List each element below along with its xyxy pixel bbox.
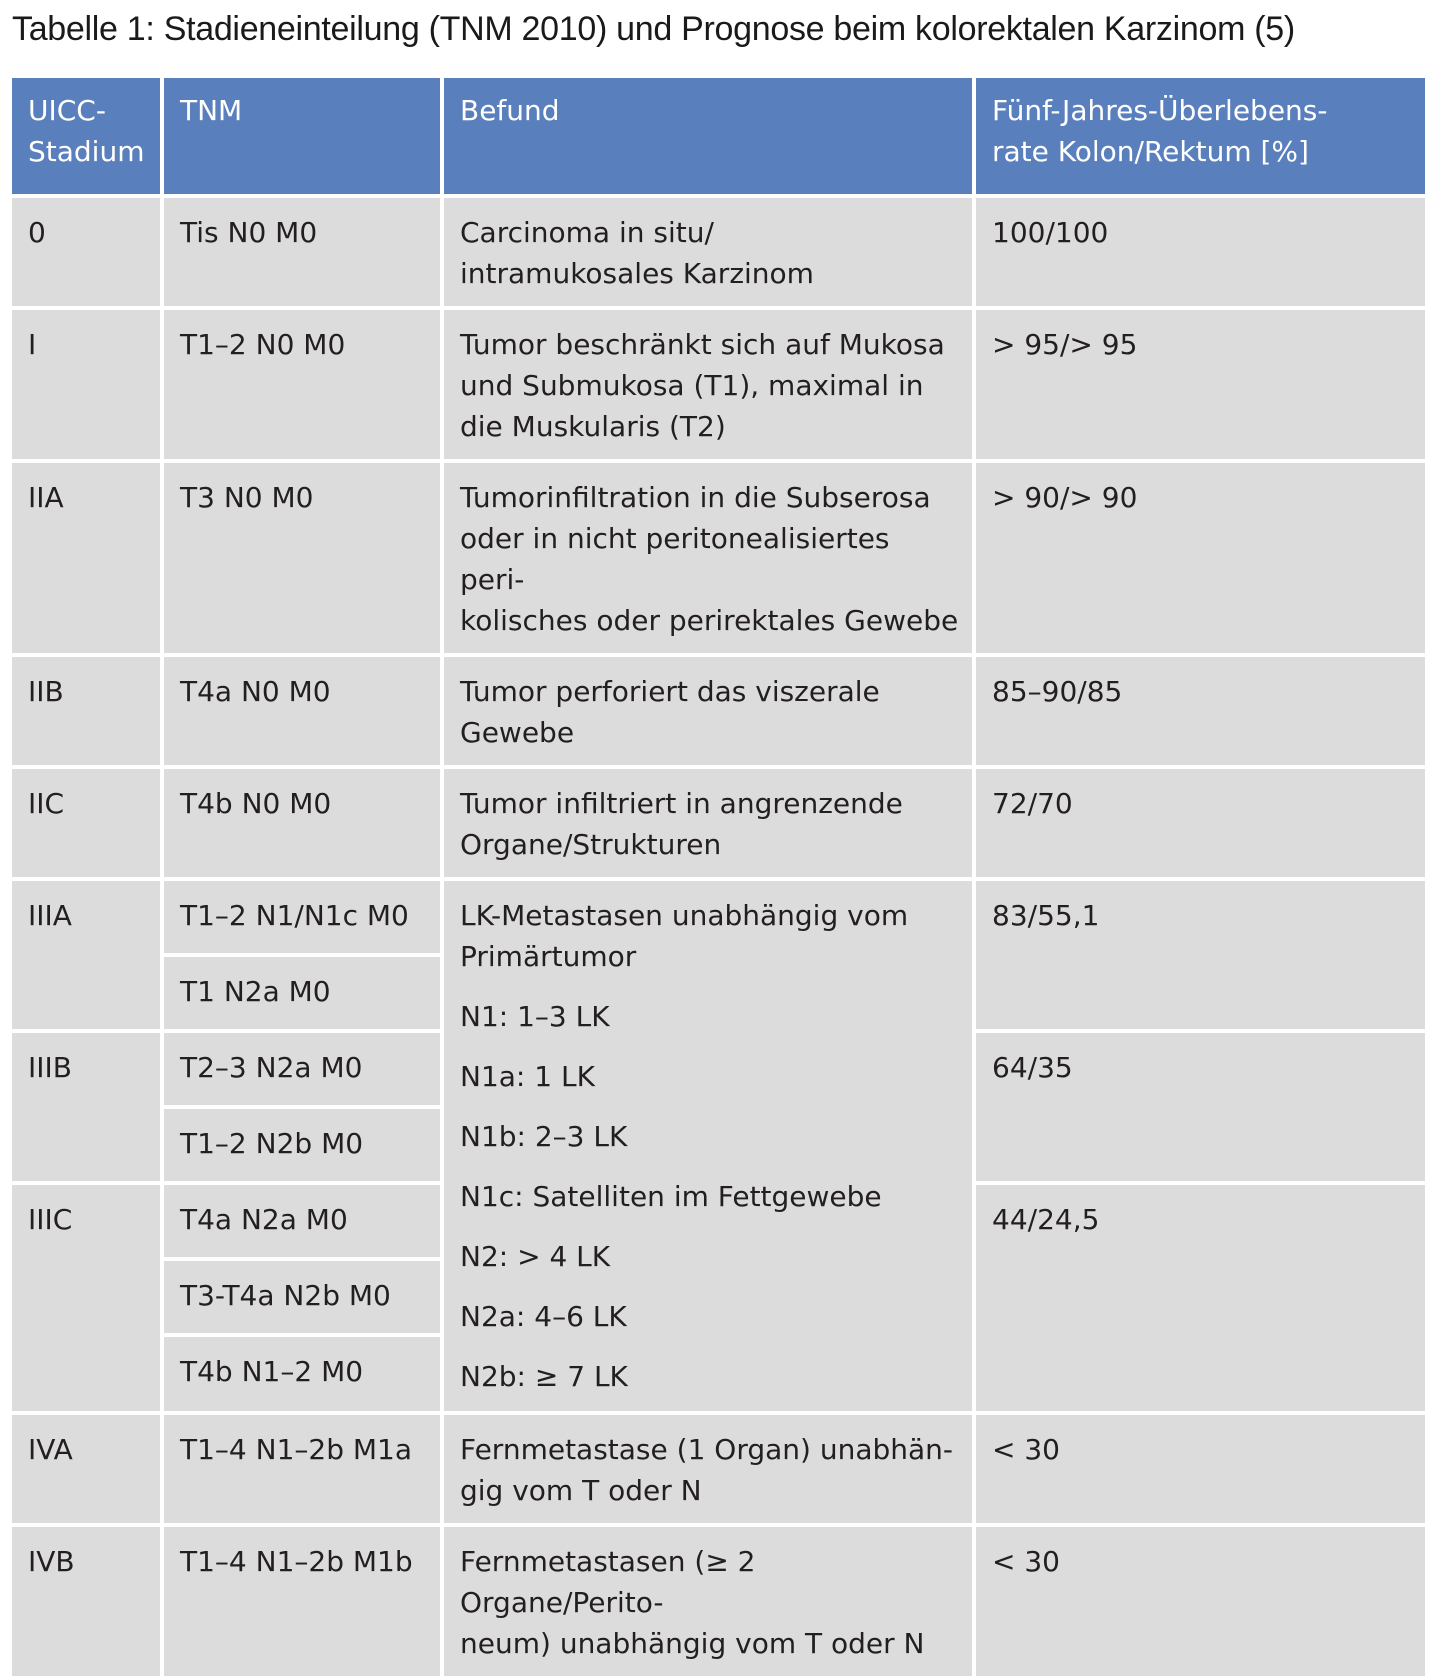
header-befund: Befund (442, 76, 974, 196)
table-row (10, 1525, 1427, 1678)
tnm-cell: T4b N1–2 M0 (162, 1335, 442, 1413)
survival-cell: > 95/> 95 (974, 308, 1427, 461)
stage-cell: IIIB (10, 1031, 162, 1183)
befund-line: gig vom T oder N (460, 1474, 702, 1507)
tnm-cell: T4a N2a M0 (162, 1183, 442, 1259)
befund-cell (442, 308, 974, 461)
befund-line: N2b: ≥ 7 LK (460, 1360, 628, 1393)
header-tnm: TNM (162, 76, 442, 196)
table-row (10, 879, 1427, 955)
stage-cell: IIA (10, 461, 162, 655)
survival-cell: 85–90/85 (974, 655, 1427, 767)
tnm-cell: T1–4 N1–2b M1a (162, 1413, 442, 1525)
stage-cell: IIC (10, 767, 162, 879)
befund-line: und Submukosa (T1), maximal in (460, 369, 924, 402)
staging-table (8, 74, 1429, 1680)
survival-cell: 64/35 (974, 1031, 1427, 1183)
tnm-cell: T1–2 N0 M0 (162, 308, 442, 461)
befund-cell (442, 655, 974, 767)
table-row (10, 461, 1427, 655)
table-row (10, 767, 1427, 879)
tnm-cell: T4a N0 M0 (162, 655, 442, 767)
tnm-cell: T4b N0 M0 (162, 767, 442, 879)
header-survival-line: rate Kolon/Rektum [%] (992, 135, 1309, 168)
befund-line: N2a: 4–6 LK (460, 1300, 627, 1333)
tnm-cell: T1–2 N1/N1c M0 (162, 879, 442, 955)
tnm-cell: Tis N0 M0 (162, 196, 442, 308)
befund-line: Gewebe (460, 716, 575, 749)
befund-line: N1b: 2–3 LK (460, 1120, 628, 1153)
befund-cell (442, 767, 974, 879)
befund-line: N1c: Satelliten im Fettgewebe (460, 1180, 882, 1213)
stage-cell: I (10, 308, 162, 461)
befund-line: LK-Metastasen unabhängig vom (460, 899, 909, 932)
header-stage-line: UICC- (28, 94, 106, 127)
befund-line: Tumor infiltriert in angrenzende (460, 787, 903, 820)
befund-line: die Muskularis (T2) (460, 410, 726, 443)
survival-cell: 83/55,1 (974, 879, 1427, 1031)
tnm-cell: T1–2 N2b M0 (162, 1107, 442, 1183)
header-row (10, 76, 1427, 196)
survival-cell: < 30 (974, 1413, 1427, 1525)
befund-cell (442, 461, 974, 655)
survival-cell: 72/70 (974, 767, 1427, 879)
stage-cell: IIB (10, 655, 162, 767)
befund-line: Carcinoma in situ/ (460, 216, 714, 249)
befund-line: N2: > 4 LK (460, 1240, 611, 1273)
stage-cell: IVA (10, 1413, 162, 1525)
befund-line: Tumorinfiltration in die Subserosa (460, 481, 931, 514)
befund-line: Primärtumor (460, 940, 637, 973)
table-row (10, 1413, 1427, 1525)
stage-cell: 0 (10, 196, 162, 308)
befund-line: Fernmetastasen (≥ 2 Organe/Perito- (460, 1545, 756, 1619)
survival-cell: < 30 (974, 1525, 1427, 1678)
tnm-cell: T1–4 N1–2b M1b (162, 1525, 442, 1678)
befund-line: N1: 1–3 LK (460, 1000, 610, 1033)
header-survival (974, 76, 1427, 196)
befund-line: N1a: 1 LK (460, 1060, 595, 1093)
tnm-cell: T3-T4a N2b M0 (162, 1259, 442, 1335)
befund-line: Fernmetastase (1 Organ) unabhän- (460, 1433, 954, 1466)
befund-cell (442, 1525, 974, 1678)
tnm-cell: T2–3 N2a M0 (162, 1031, 442, 1107)
survival-cell: > 90/> 90 (974, 461, 1427, 655)
befund-line: Tumor perforiert das viszerale (460, 675, 880, 708)
befund-line: kolisches oder perirektales Gewebe (460, 604, 959, 637)
befund-cell (442, 879, 974, 1413)
table-row (10, 196, 1427, 308)
tnm-cell: T1 N2a M0 (162, 955, 442, 1031)
header-survival-line: Fünf-Jahres-Überlebens- (992, 94, 1328, 127)
header-stage (10, 76, 162, 196)
befund-line: Organe/Strukturen (460, 828, 722, 861)
befund-line: neum) unabhängig vom T oder N (460, 1627, 925, 1660)
befund-cell (442, 196, 974, 308)
table-caption: Tabelle 1: Stadieneinteilung (TNM 2010) und Prognose beim kolorektalen Karzinom (5) (12, 10, 1295, 48)
stage-cell: IIIA (10, 879, 162, 1031)
survival-cell: 44/24,5 (974, 1183, 1427, 1413)
tnm-cell: T3 N0 M0 (162, 461, 442, 655)
stage-cell: IIIC (10, 1183, 162, 1413)
befund-line: Tumor beschränkt sich auf Mukosa (460, 328, 945, 361)
befund-line: oder in nicht peritonealisiertes peri- (460, 522, 890, 596)
befund-line: intramukosales Karzinom (460, 257, 814, 290)
survival-cell: 100/100 (974, 196, 1427, 308)
table-row (10, 655, 1427, 767)
header-stage-line: Stadium (28, 135, 145, 168)
table-row (10, 308, 1427, 461)
befund-cell (442, 1413, 974, 1525)
stage-cell: IVB (10, 1525, 162, 1678)
